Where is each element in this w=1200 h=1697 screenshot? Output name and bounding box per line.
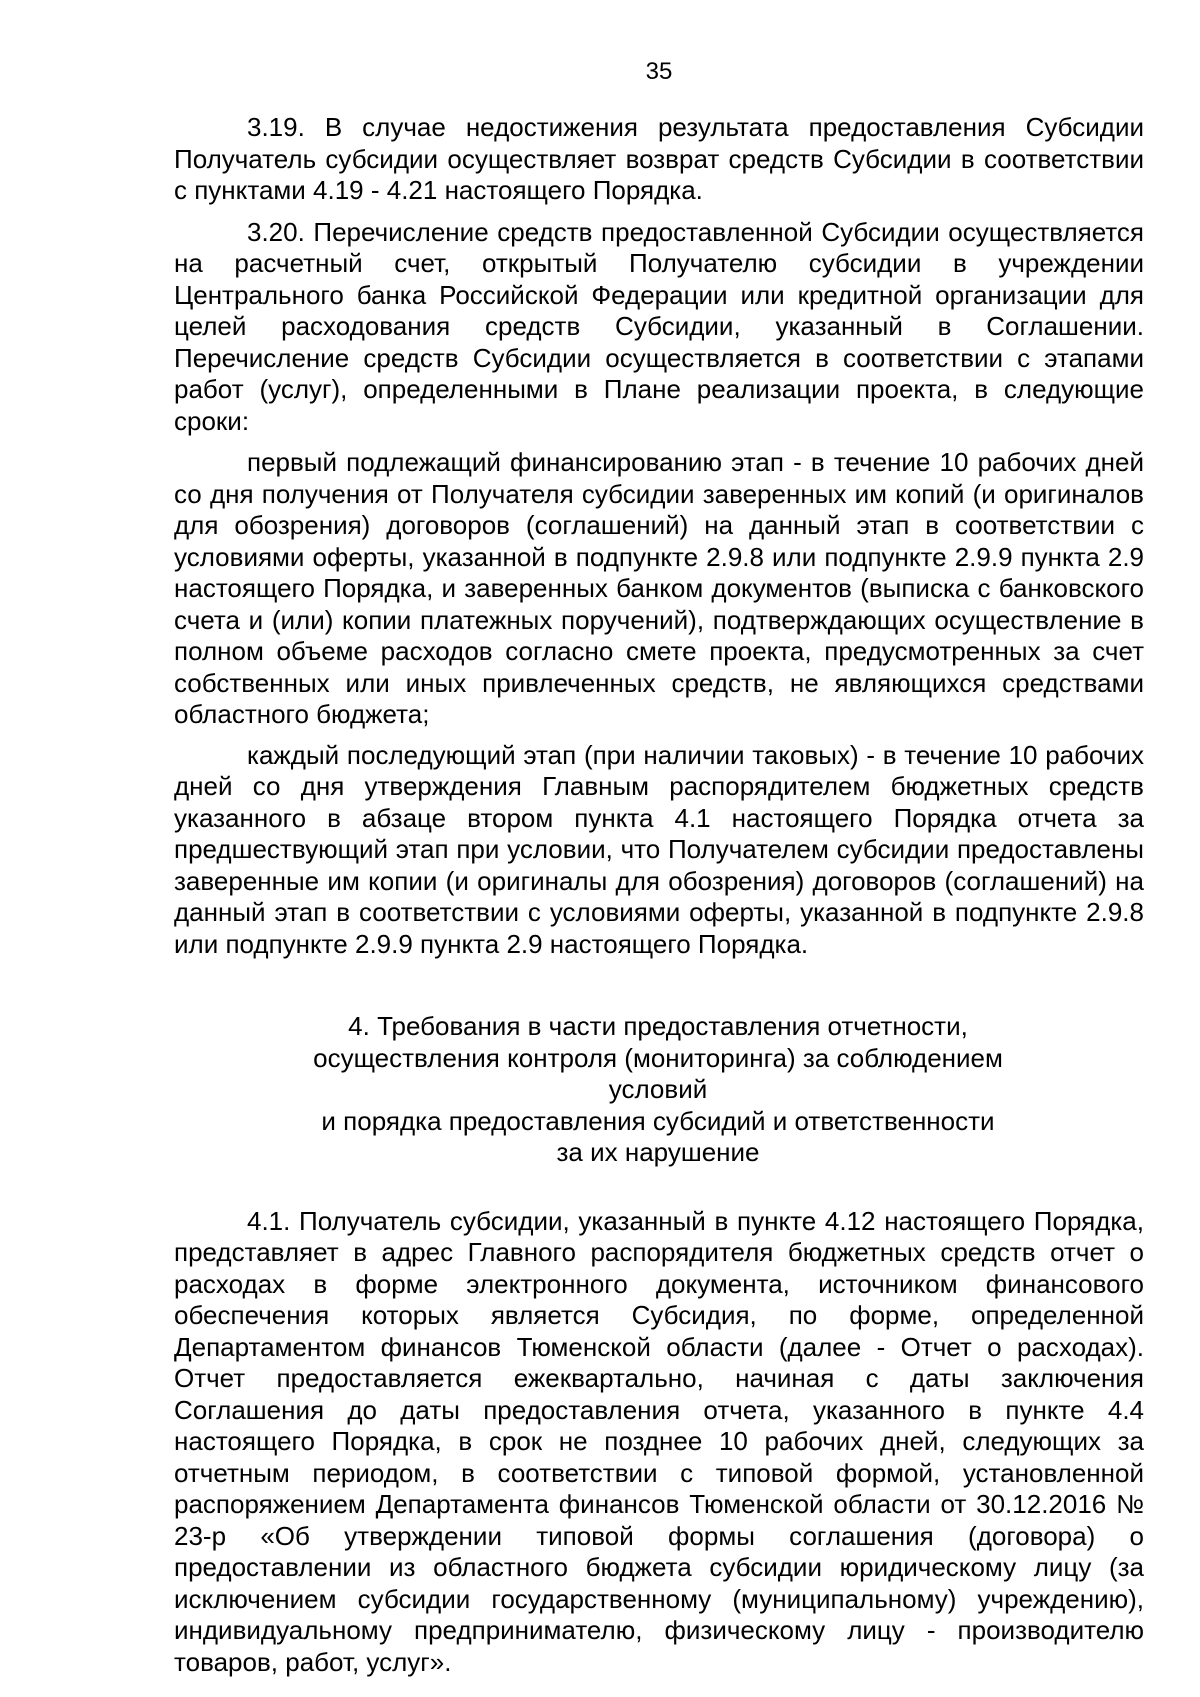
section-4-heading [174,1011,1026,1169]
paragraph-first-stage: первый подлежащий финансированию этап - в течение 10 рабочих дней со дня получения от Получателя субсидии заверенных им копий (и оригиналов для обозрения) договоров (соглашений) на данный этап в соответствии с условиями оферты, указанной в подпункте 2.9.8 или подпункте 2.9.9 пункта 2.9 настоящего Порядка, и заверенных банком документов (выписка с банковского счета и (или) копии платежных поручений), подтверждающих осуществление в полном объеме расходов согласно смете проекта, предусмотренных за счет собственных или иных привлеченных средств, не являющихся средствами областного бюджета; [174,447,1144,729]
page-number: 35 [645,58,673,85]
paragraph-4-1: 4.1. Получатель субсидии, указанный в пункте 4.12 настоящего Порядка, представляет в адрес Главного распорядителя бюджетных средств отчет о расходах в форме электронного документа, источником финансового обеспечения которых является Субсидия, по форме, определенной Департаментом финансов Тюменской области (далее - Отчет о расходах). Отчет предоставляется ежеквартально, начиная с даты заключения Соглашения до даты предоставления отчета, указанного в пункте 4.4 настоящего Порядка, в срок не позднее 10 рабочих дней, следующих за отчетным периодом, в соответствии с типовой формой, установленной распоряжением Департамента финансов Тюменской области от 30.12.2016 № 23-р «Об утверждении типовой формы соглашения (договора) о предоставлении из областного бюджета субсидии юридическому лицу (за исключением субсидии государственному (муниципальному) учреждению), индивидуальному предпринимателю, физическому лицу - производителю товаров, работ, услуг». [174,1205,1144,1677]
section-heading-line: за их нарушение [556,1137,760,1167]
document-body [174,112,1144,1678]
paragraph-next-stage: каждый последующий этап (при наличии таковых) - в течение 10 рабочих дней со дня утверждения Главным распорядителем бюджетных средств указанного в абзаце втором пункта 4.1 настоящего Порядка отчета за предшествующий этап при условии, что Получателем субсидии предоставлены заверенные им копии (и оригиналы для обозрения) договоров (соглашений) на данный этап в соответствии с условиями оферты, указанной в подпункте 2.9.8 или подпункте 2.9.9 пункта 2.9 настоящего Порядка. [174,739,1144,959]
paragraph-3-20: 3.20. Перечисление средств предоставленной Субсидии осуществляется на расчетный счет, открытый Получателю субсидии в учреждении Центрального банка Российской Федерации или кредитной организации для целей расходования средств Субсидии, указанный в Соглашении. Перечисление средств Субсидии осуществляется в соответствии с этапами работ (услуг), определенными в Плане реализации проекта, в следующие сроки: [174,216,1144,436]
section-heading-line: и порядка предоставления субсидий и ответственности [321,1105,995,1136]
section-heading-line: 4. Требования в части предоставления отчетности, [348,1011,968,1041]
section-heading-line: осуществления контроля (мониторинга) за соблюдением условий [313,1042,1003,1104]
paragraph-3-19: 3.19. В случае недостижения результата предоставления Субсидии Получатель субсидии осуществляет возврат средств Субсидии в соответствии с пунктами 4.19 - 4.21 настоящего Порядка. [174,112,1144,205]
